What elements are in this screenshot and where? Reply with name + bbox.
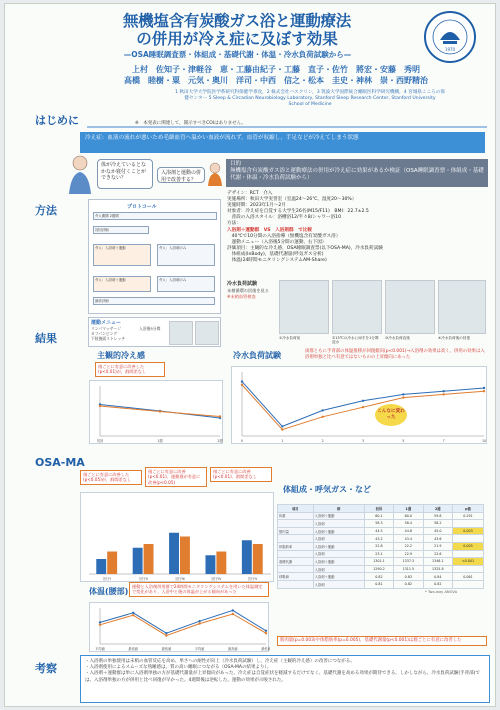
series-line (242, 382, 484, 427)
table-cell: 58.4 (394, 520, 423, 528)
table-cell: 22.8 (364, 542, 393, 550)
table-cell: 0.003 (452, 527, 483, 535)
subjective-chart-svg (90, 381, 224, 445)
photo-label: ①冷水負荷前 (279, 336, 301, 340)
bar (205, 555, 215, 574)
table-cell: 1346.1 (423, 558, 452, 566)
table-cell (452, 550, 483, 558)
protocol-step: 初回評価 (93, 226, 149, 234)
university-seal-logo (423, 10, 477, 64)
data-point (159, 410, 161, 412)
table-cell (278, 565, 314, 573)
table-header-cell: 項目 (278, 505, 314, 513)
table-cell: 1311.5 (394, 565, 423, 573)
table-cell: 1290.2 (364, 565, 393, 573)
protocol-step: 介入：入浴剤のみ (157, 244, 215, 266)
method-line: 体温(24時間モニタリングシステムAM-Share) (227, 258, 327, 264)
method-line: 方法： (227, 221, 241, 227)
method-line: 実施時期：2023年1月〜2月 (227, 203, 286, 209)
x-tick-label: 最低値 (261, 647, 270, 651)
table-cell: 60.0 (394, 512, 423, 520)
data-point (198, 620, 200, 622)
method-line: デザイン：RCT 介入 (227, 191, 273, 196)
cold-test-desc (227, 288, 277, 300)
table-row (278, 512, 484, 520)
authors (101, 64, 451, 86)
data-point (165, 632, 167, 634)
body-temp-title: 体温(腰部) (89, 587, 129, 596)
data-point (265, 632, 267, 634)
series-line (100, 614, 266, 636)
purpose-text: 無機塩含有炭酸ガス浴と運動療法の併用が冷え症に効果があるか検証（OSA睡眠調査票・体組成・基礎代謝・体温・冷水負荷試験から） (230, 168, 484, 181)
table-cell: 入浴剤＋運動 (313, 527, 364, 535)
table-cell (452, 535, 483, 543)
affil-line-2: 健センター 5 Sleep & Circadian Neurobiology Laboratory, Stanford Sleep Research Center, Stanford University (184, 96, 436, 101)
method-line: 評価項目：主観的な冷え感，OSA睡眠調査票(以下OSA-MA)，冷水負荷試験 (227, 245, 383, 251)
x-tick-label: 因子Ⅲ (175, 577, 185, 581)
cold-test-photo (332, 280, 382, 334)
table-row (278, 520, 484, 528)
protocol-step: 介入：入浴剤＋運動 (93, 244, 151, 266)
methods-details (227, 191, 489, 264)
x-tick-label: 初回 (96, 439, 104, 443)
bar (242, 540, 252, 574)
cold-test-text: 末梢循環の回復を見る (227, 288, 269, 293)
x-tick-label: 2 (321, 439, 324, 443)
protocol-diagram (88, 199, 221, 314)
cold-test-label: 冷水負荷試験 (227, 281, 258, 287)
table-cell (278, 535, 314, 543)
table-cell: 筋肉量 (278, 527, 314, 535)
table-row (278, 558, 484, 566)
data-point (232, 613, 234, 615)
table-row (278, 542, 484, 550)
cold-test-photo (438, 280, 486, 334)
data-point (402, 396, 404, 398)
x-tick-label: 因子Ⅱ (139, 577, 148, 581)
data-point (442, 393, 444, 395)
coi-statement: ※ 本発表に関連して，開示すべきCOIはありません。 (135, 121, 246, 126)
table-cell: 58.3 (364, 520, 393, 528)
table-cell: 43.2 (364, 535, 393, 543)
x-tick-label: 平均値 (194, 647, 205, 651)
osa-chart-svg (81, 493, 275, 583)
table-cell: 基礎代謝 (278, 558, 314, 566)
title-line-2: の併用が冷え症に及ぼす効果 (136, 30, 338, 48)
exercise-item: リンパマッサージ (91, 326, 121, 331)
cold-test-result-note: 両群ともに手背部の体温推移が回復傾向(p<0.001)→入浴剤の効果は高く、併用の効果は入浴剤単独と比べ有意ではないものの上昇傾向にあった (305, 349, 485, 360)
table-cell: 23.1 (364, 550, 393, 558)
table-header-cell: 群 (313, 505, 364, 513)
x-tick-label: 因子Ⅰ (103, 577, 112, 581)
exercise-photo (169, 321, 193, 345)
bar (216, 552, 226, 575)
osa-chart (80, 492, 274, 582)
affil-line-3: School of Medicine (288, 102, 332, 107)
x-tick-label: 最低値 (161, 647, 172, 651)
title-line-1: 無機塩含有炭酸ガス浴と運動療法 (122, 12, 351, 30)
table-cell: 体脂肪率 (278, 542, 314, 550)
person-thinking-icon (205, 162, 225, 186)
conclusion-line: ・入浴剤の単独使用は末梢の血管反応を高め、単さへの耐性が向上（冷水負荷試験）し、冷え症（主観的冷え感）の改善につながる。 (85, 659, 355, 664)
table-cell: 58.2 (423, 520, 452, 528)
table-cell (278, 550, 314, 558)
table-cell: 0.061 (452, 573, 483, 581)
protocol-step: 介入期間 2週間 (93, 212, 217, 220)
body-temp-note: 運動と入浴剤併用群で24時間モニタリングシステムを用いた体温測定で変化があり、入浴中と後の体温が上がる傾向があった (129, 582, 269, 597)
question-bubble: 体が冷えているとなかなか寝付くことができない？ (97, 159, 153, 189)
x-tick-label: 最高値 (228, 647, 238, 651)
method-line: 対象者：冷え症を自覚する大学生26名(M15/F11) BMI：22.7±2.5 (227, 209, 369, 215)
table-cell: 44.8 (394, 527, 423, 535)
bar (180, 537, 190, 575)
exercise-time: 入浴後5分間 (139, 326, 161, 331)
data-point (442, 390, 444, 392)
cold-test-note: ※末梢血管検査 (227, 293, 256, 299)
table-cell: 44.5 (364, 527, 393, 535)
data-point (265, 630, 267, 632)
bar (253, 544, 263, 574)
table-cell: 22.6 (423, 550, 452, 558)
table-row (278, 573, 484, 581)
data-point (99, 621, 101, 623)
table-cell: 1325.8 (423, 565, 452, 573)
table-header-cell: 1週 (394, 505, 423, 513)
bar (133, 548, 143, 574)
table-cell: 入浴剤＋運動 (313, 573, 364, 581)
affil-line-1: 1 秋田大学大学院医学系研究科保健学専攻，2 株式会社バスクリン，3 筑波大学国際統合睡眠医科学研究機構，4 宮城県こころの保 (175, 90, 445, 95)
table-cell: 22.2 (394, 542, 423, 550)
method-line: 体組成(InBody)，基礎代謝量(呼気ガス分析) (227, 251, 324, 257)
poster (4, 3, 496, 707)
cold-test-chart (231, 366, 487, 444)
table-cell: 入浴剤 (313, 565, 364, 573)
table-cell: 22.9 (394, 550, 423, 558)
table-cell: 0.82 (423, 580, 452, 588)
table-cell (452, 580, 483, 588)
table-row (278, 550, 484, 558)
purpose-label: 目的 (230, 161, 242, 167)
data-point (362, 406, 364, 408)
table-cell: 1337.3 (394, 558, 423, 566)
exercise-photo (195, 321, 219, 345)
cold-test-photo (385, 280, 435, 334)
bar (169, 533, 179, 574)
table-cell (278, 520, 314, 528)
data-point (99, 405, 101, 407)
table-cell: 0.005 (452, 542, 483, 550)
method-line: 運動メニュー（入浴後5分間の運動、右下図） (227, 239, 327, 245)
table-row (278, 565, 484, 573)
table-cell: 0.84 (423, 573, 452, 581)
cold-test-chart-svg (232, 367, 488, 445)
table-cell: 60.1 (364, 512, 393, 520)
table-row (278, 527, 484, 535)
authors-line-2: 高橋 睦樹・粟 元気・奥川 洋司・中西 信之・松本 圭史・神林 崇・西野精治 (124, 76, 428, 85)
x-tick-label: 0 (240, 439, 244, 443)
callout-badge: こんなに変わった (375, 404, 407, 426)
osa-note-2: 週ごとに有意に改善(p<0.01)、運動群が有意に改善(p<0.05) (145, 467, 207, 487)
intro-heading: はじめに (35, 114, 79, 127)
subtitle: —OSA睡眠調査票・体組成・基礎代謝・体温・冷水負荷試験から— (123, 50, 352, 59)
photo-label: ④冷水負荷後の回復 (438, 336, 470, 340)
protocol-step: 最終評価 (93, 297, 215, 305)
cold-test-photo (279, 280, 329, 334)
table-cell: 入浴剤 (313, 520, 364, 528)
table-cell: 0.82 (394, 580, 423, 588)
table-cell: 体重 (278, 512, 314, 520)
authors-line-1: 上村 佐知子・津軽谷 恵・工藤由紀子・工藤 直子・佐竹 將宏・安藤 秀明 (132, 65, 420, 74)
svg-text:1970: 1970 (444, 47, 456, 52)
results-heading: 結果 (35, 332, 57, 345)
table-header-cell: 2週 (423, 505, 452, 513)
table-cell: <0.001 (452, 558, 483, 566)
x-tick-label: 5 (402, 439, 405, 443)
x-tick-label: 2週 (217, 439, 223, 443)
method-comparison: 入浴剤＋運動群 VS 入浴剤群 で比較 (227, 227, 312, 233)
exercise-items (91, 326, 125, 341)
table-header-row (278, 505, 484, 513)
table-cell: 0.82 (364, 573, 393, 581)
osa-title: OSA-MA (35, 456, 85, 469)
table-body (278, 512, 484, 588)
bar (144, 544, 154, 574)
table-header-cell: 初回 (364, 505, 393, 513)
data-point (483, 390, 485, 392)
purpose-box (226, 159, 488, 187)
table-cell: 45.0 (423, 527, 452, 535)
osa-note-1: 週ごとに有意に改善した(p<0.05)が，群間差なし (80, 470, 142, 485)
data-point (241, 384, 243, 386)
data-point (198, 622, 200, 624)
body-comp-title: 体組成・呼気ガス・など (283, 485, 371, 494)
data-point (219, 415, 221, 417)
method-line: 実施場所：秋田大学実習室（室温24〜26℃、湿度20〜30%） (227, 197, 357, 203)
table-cell (452, 565, 483, 573)
x-tick-label: 平均値 (95, 647, 105, 651)
subjective-chart (89, 380, 223, 444)
x-tick-label: 1 (281, 439, 284, 443)
person-cold-icon (65, 154, 95, 196)
data-point (483, 387, 485, 389)
method-line: 40℃で10分間の入浴指導（無機塩含有炭酸ガス浴） (227, 233, 341, 239)
table-cell: 入浴剤＋運動 (313, 512, 364, 520)
data-point (132, 614, 134, 616)
conclusion-heading: 考察 (35, 662, 57, 675)
protocol-step: 介入：入浴剤＋運動 (93, 276, 151, 292)
table-row (278, 535, 484, 543)
data-point (232, 609, 234, 611)
data-point (402, 393, 404, 395)
data-point (281, 428, 283, 430)
data-point (241, 380, 243, 382)
table-row (278, 580, 484, 588)
conclusion-line: ・入浴剤＋運動群は単に入浴剤単独の方が基礎代謝量が上昇傾向があった。冷え症は自覚症状を軽減するだけでなく、基礎代謝を高める効果が期待できる。しかしながら、冷水負荷試験(手背部)では、入浴剤単独の方が併用と比べ回復が早かった。4週間後は逆転した。運動の効果が示唆された。 (85, 671, 480, 683)
bar (107, 552, 117, 575)
x-tick-label: 3 (361, 439, 365, 443)
x-tick-label: 7 (442, 439, 445, 443)
body-temp-chart (89, 602, 269, 652)
table-cell (452, 520, 483, 528)
table-cell: 43.4 (394, 535, 423, 543)
table-cell: 0.81 (364, 580, 393, 588)
table-cell: 入浴剤＋運動 (313, 542, 364, 550)
x-tick-label: 10 (481, 439, 487, 443)
table-cell: 0.291 (452, 512, 483, 520)
photo-label: ②15℃の冷水に両手を1分間浸水 (332, 336, 379, 345)
data-point (321, 409, 323, 411)
data-point (321, 416, 323, 418)
table-cell: 43.6 (423, 535, 452, 543)
x-tick-label: 因子Ⅳ (211, 577, 222, 581)
table-cell: 59.8 (423, 512, 452, 520)
table-cell: 1301.1 (364, 558, 393, 566)
hypothesis-bubble: 入浴剤と運動の併用で改善する？ (157, 167, 205, 183)
protocol-title: プロトコール (127, 204, 157, 210)
subjective-note: 週ごとに有意に改善した(p<0.01)が，群間差なし (95, 362, 165, 377)
table-cell: 入浴剤 (313, 535, 364, 543)
data-point (99, 624, 101, 626)
method-line: 普段の入浴スタイル：浴槽浴12/半々8/シャワー浴10 (227, 215, 341, 221)
exercise-menu (88, 317, 221, 347)
exercise-item: カフパンピング (91, 331, 118, 336)
section-divider (87, 126, 487, 128)
table-cell: 入浴剤 (313, 580, 364, 588)
methods-heading: 方法 (35, 204, 57, 217)
body-temp-chart-svg (90, 603, 270, 653)
osa-note-3: 週ごとに有意に改善(p<0.01)、群間差なし (210, 467, 272, 482)
body-comp-note: 筋肉量(p=0.003)や体脂肪率(p=0.005)，基礎代謝量(p<0.001)は週ごとに有意に改善した (277, 636, 487, 646)
bar (96, 559, 106, 574)
table-cell: 0.83 (394, 573, 423, 581)
data-point (362, 400, 364, 402)
affiliations (145, 90, 475, 108)
cold-definition-banner: 冷え症：血液の流れが悪いため毛細血管へ温かい血液が流れず，血管が収縮し，手足などが冷えてしまう状態 (80, 132, 485, 153)
x-tick-label: 1週 (157, 439, 163, 443)
table-footnote: * Two-way ANOVA (425, 590, 458, 594)
table-cell: 呼吸商 (278, 573, 314, 581)
table-cell: 入浴剤 (313, 550, 364, 558)
body-comp-table (277, 504, 484, 589)
data-point (132, 612, 134, 614)
table-cell (278, 580, 314, 588)
conclusion-line: ・入浴剤使用によるスムーズな熟睡感は，質の高い睡眠につながる（OSA-MAの結果より）。 (85, 665, 272, 671)
x-tick-label: 因子Ⅴ (248, 577, 258, 581)
cold-test-title: 冷水負荷試験 (233, 351, 281, 360)
protocol-step: 介入：入浴剤のみ (157, 276, 215, 292)
table-cell: 21.9 (423, 542, 452, 550)
subjective-title: 主観的冷え感 (97, 351, 145, 360)
table-cell: 入浴剤＋運動 (313, 558, 364, 566)
conclusion-box (80, 655, 490, 703)
table-header-cell: p値 (452, 505, 483, 513)
x-tick-label: 最高値 (128, 647, 138, 651)
exercise-item: 下肢後面ストレッチ (91, 336, 126, 341)
photo-label: ③冷水負荷直後 (385, 336, 410, 340)
exercise-label: 運動メニュー (91, 320, 122, 326)
data-point (281, 425, 283, 427)
data-point (165, 634, 167, 636)
